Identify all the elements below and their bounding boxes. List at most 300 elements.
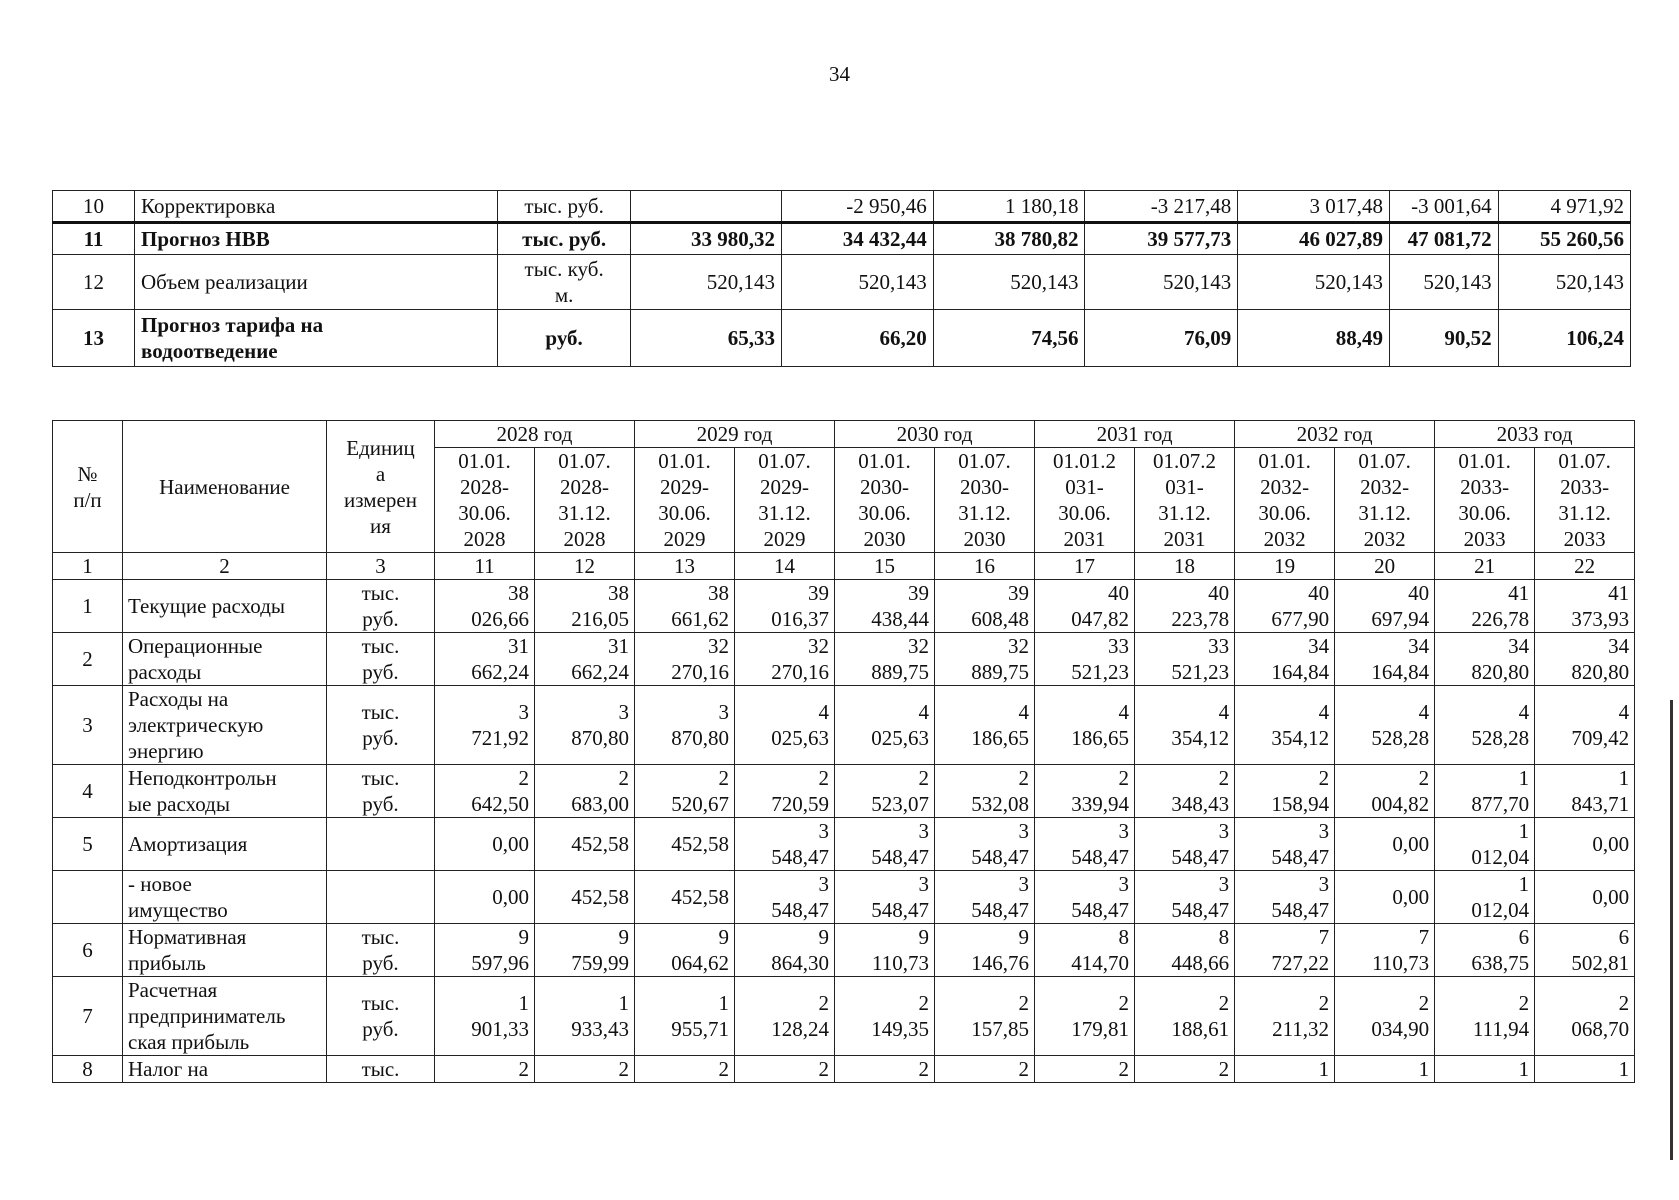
value-cell [935,977,1035,1056]
value-cell [1035,818,1135,871]
value-cell [835,977,935,1056]
header-period-line: 31.12. [758,501,811,525]
value-cell [1235,686,1335,765]
value-cell [1135,818,1235,871]
value-cell: 65,33 [631,310,782,367]
value-cell-line: 31 [608,634,630,658]
value-cell [735,765,835,818]
header-period-line: 30.06. [658,501,711,525]
row-unit-line: тыс. [361,634,400,658]
header-period-line: 30.06. [1058,501,1111,525]
value-cell-line: 548,47 [971,845,1030,869]
value-cell: 76,09 [1085,310,1238,367]
value-cell-line: 6 [1518,925,1530,949]
header-period-line: 2033- [1460,475,1510,499]
value-cell [1235,924,1335,977]
header-unit-line: ия [370,513,391,538]
value-cell [635,1056,735,1083]
value-cell-line: 3 [1218,819,1230,843]
value-cell-line: 727,22 [1271,951,1330,975]
value-cell-line: 110,73 [872,951,930,975]
value-cell-line: 452,58 [571,832,630,856]
value-cell: 39 577,73 [1085,223,1238,255]
row-number: 11 [53,223,135,255]
value-cell-line: 3 [918,872,930,896]
value-cell-line: 223,78 [1171,607,1230,631]
expense-forecast-table [52,420,1635,1083]
value-cell-line: 41 [1608,581,1630,605]
value-cell [1135,924,1235,977]
value-cell-line: 2 [1018,991,1030,1015]
row-number: 12 [53,255,135,310]
row-number: 5 [53,818,123,871]
row-unit-line: тыс. руб. [522,227,607,251]
value-cell: 38 780,82 [933,223,1085,255]
header-period [735,448,835,553]
value-cell-line: 38 [708,581,730,605]
column-number: 3 [327,553,435,580]
value-cell [835,924,935,977]
value-cell [435,977,535,1056]
value-cell-line: 4 [1518,700,1530,724]
row-unit-line: руб. [362,607,399,631]
value-cell [1035,686,1135,765]
header-period-line: 2030- [860,475,910,499]
table-row [53,977,1635,1056]
header-num [53,421,123,553]
value-cell [1435,580,1535,633]
value-cell [1035,871,1135,924]
value-cell-line: 216,05 [571,607,630,631]
value-cell [1435,924,1535,977]
row-number: 1 [53,580,123,633]
header-period-line: 30.06. [1458,501,1511,525]
row-name-line: Нормативная [128,925,247,949]
value-cell [1335,871,1435,924]
value-cell-line: 33 [1208,634,1230,658]
header-period-line: 01.07. [558,449,611,473]
header-period-line: 01.01.2 [1053,449,1117,473]
value-cell-line: 164,84 [1271,660,1330,684]
value-cell-line: 3 [518,700,529,724]
value-cell-line: 270,16 [771,660,830,684]
value-cell-line: 1 [1518,872,1530,896]
row-name-line: Неподконтрольн [128,766,277,790]
row-unit [497,310,630,367]
table-row [53,580,1635,633]
header-period-line: 31.12. [558,501,611,525]
header-period [1435,448,1535,553]
column-number: 12 [535,553,635,580]
value-cell-line: 889,75 [871,660,930,684]
value-cell: -3 217,48 [1085,191,1238,223]
value-cell [935,1056,1035,1083]
value-cell-line: 2 [518,1057,529,1081]
value-cell-line: 820,80 [1471,660,1530,684]
value-cell-line: 2 [1118,766,1130,790]
value-cell: 520,143 [933,255,1085,310]
value-cell-line: 179,81 [1071,1017,1130,1041]
value-cell-line: 528,28 [1371,726,1430,750]
value-cell: 1 180,18 [933,191,1085,223]
row-name-line: - новое [128,872,192,896]
value-cell [535,580,635,633]
value-cell-line: 025,63 [871,726,930,750]
value-cell-line: 521,23 [1171,660,1230,684]
table-row [53,1056,1635,1083]
value-cell-line: 608,48 [971,607,1030,631]
row-name [123,765,327,818]
row-unit [327,1056,435,1083]
row-unit [327,977,435,1056]
value-cell [1235,633,1335,686]
value-cell-line: 0,00 [1592,885,1630,909]
header-period-line: 30.06. [458,501,511,525]
value-cell-line: 012,04 [1471,845,1530,869]
value-cell-line: 110,73 [1372,951,1430,975]
value-cell [1435,686,1535,765]
value-cell-line: 597,96 [471,951,529,975]
value-cell-line: 2 [918,991,930,1015]
header-period-line: 2031 [1063,527,1106,551]
value-cell [1535,818,1635,871]
value-cell-line: 528,28 [1471,726,1530,750]
header-year: 2032 год [1235,421,1435,448]
value-cell [1335,580,1435,633]
value-cell-line: 2 [618,766,630,790]
value-cell-line: 348,43 [1171,792,1230,816]
value-cell-line: 34 [1408,634,1430,658]
value-cell: 74,56 [933,310,1085,367]
value-cell [1335,1056,1435,1083]
value-cell [1235,765,1335,818]
value-cell-line: 820,80 [1571,660,1630,684]
header-period-line: 2032- [1260,475,1310,499]
value-cell [935,580,1035,633]
value-cell-line: 843,71 [1571,792,1630,816]
value-cell-line: 004,82 [1371,792,1430,816]
header-period [535,448,635,553]
table-row [53,633,1635,686]
header-period-line: 2033 [1563,527,1606,551]
column-number: 18 [1135,553,1235,580]
value-cell-line: 759,99 [571,951,630,975]
value-cell [1335,977,1435,1056]
value-cell-line: 2 [918,1057,930,1081]
row-name-line: Расчетная [128,978,218,1002]
value-cell-line: 186,65 [1071,726,1130,750]
value-cell-line: 548,47 [1271,845,1330,869]
header-period-line: 01.07.2 [1153,449,1217,473]
value-cell-line: 452,58 [671,832,730,856]
value-cell-line: 2 [1418,766,1430,790]
value-cell-line: 2 [1318,766,1330,790]
value-cell-line: 2 [618,1057,630,1081]
value-cell [1235,818,1335,871]
value-cell-line: 8 [1118,925,1130,949]
value-cell-line: 4 [1418,700,1430,724]
value-cell [1135,633,1235,686]
value-cell-line: 9 [1018,925,1030,949]
value-cell-line: 4 [818,700,830,724]
row-unit [327,765,435,818]
row-name [123,1056,327,1083]
value-cell-line: 677,90 [1271,607,1330,631]
value-cell-line: 933,43 [571,1017,630,1041]
column-number: 14 [735,553,835,580]
row-name [123,633,327,686]
table-row [53,818,1635,871]
header-unit-line: Единиц [346,435,415,460]
value-cell [1235,580,1335,633]
value-cell-line: 414,70 [1071,951,1130,975]
value-cell [1035,580,1135,633]
value-cell [435,818,535,871]
value-cell-line: 016,37 [771,607,830,631]
column-number: 13 [635,553,735,580]
header-num-line: № [77,461,98,486]
header-year: 2033 год [1435,421,1635,448]
value-cell [1335,686,1435,765]
row-name-line: Текущие расходы [128,594,285,618]
value-cell-line: 661,62 [671,607,730,631]
value-cell [535,818,635,871]
value-cell-line: 3 [618,700,630,724]
value-cell [1435,871,1535,924]
value-cell-line: 1 [618,991,630,1015]
row-number: 3 [53,686,123,765]
value-cell [835,765,935,818]
value-cell-line: 2 [818,991,830,1015]
row-unit-line: руб. [545,326,583,350]
value-cell: 46 027,89 [1238,223,1390,255]
value-cell [635,977,735,1056]
value-cell-line: 2 [818,766,830,790]
value-cell-line: 2 [1218,1057,1230,1081]
row-unit-line: тыс. [361,766,400,790]
value-cell-line: 1 [1518,819,1530,843]
value-cell-line: 532,08 [971,792,1030,816]
value-cell [435,686,535,765]
header-name: Наименование [123,421,327,553]
row-unit [497,191,630,223]
table-row [53,191,1631,223]
value-cell [1535,924,1635,977]
header-period-line: 2033 [1463,527,1506,551]
value-cell [635,633,735,686]
value-cell [735,977,835,1056]
header-period-line: 031- [1065,475,1104,499]
header-period-line: 2028- [560,475,609,499]
header-period-line: 01.01. [658,449,711,473]
value-cell-line: 548,47 [771,845,830,869]
row-number: 8 [53,1056,123,1083]
header-period-line: 30.06. [1258,501,1311,525]
value-cell-line: 339,94 [1071,792,1130,816]
header-period-line: 01.07. [958,449,1011,473]
row-name [135,191,498,223]
value-cell-line: 2 [1318,991,1330,1015]
value-cell-line: 4 [1218,700,1230,724]
value-cell-line: 9 [718,925,730,949]
value-cell [1535,686,1635,765]
value-cell [1535,871,1635,924]
value-cell [1435,818,1535,871]
value-cell [735,580,835,633]
value-cell [1435,977,1535,1056]
value-cell-line: 34 [1508,634,1530,658]
value-cell-line: 158,94 [1271,792,1330,816]
row-number [53,871,123,924]
value-cell-line: 354,12 [1171,726,1230,750]
header-period-line: 2029 [663,527,706,551]
value-cell [631,191,782,223]
row-unit-line: руб. [362,951,399,975]
value-cell: 47 081,72 [1390,223,1499,255]
value-cell-line: 520,67 [671,792,730,816]
value-cell-line: 523,07 [871,792,930,816]
column-number: 16 [935,553,1035,580]
value-cell [935,924,1035,977]
row-unit-line: тыс. [361,1057,400,1081]
value-cell [1235,871,1335,924]
value-cell: 520,143 [1238,255,1390,310]
value-cell-line: 4 [1318,700,1330,724]
scan-edge-mark [1670,700,1673,1160]
value-cell [835,871,935,924]
header-period [835,448,935,553]
header-year: 2028 год [435,421,635,448]
value-cell-line: 39 [908,581,930,605]
value-cell-line: 128,24 [771,1017,830,1041]
value-cell-line: 38 [508,581,529,605]
value-cell-line: 877,70 [1471,792,1530,816]
header-period-line: 2033- [1560,475,1610,499]
value-cell [635,871,735,924]
value-cell-line: 164,84 [1371,660,1430,684]
value-cell-line: 3 [1018,819,1030,843]
value-cell [935,818,1035,871]
value-cell-line: 2 [718,766,730,790]
value-cell-line: 186,65 [971,726,1030,750]
column-number: 20 [1335,553,1435,580]
value-cell-line: 9 [818,925,830,949]
row-unit-line: тыс. [361,581,400,605]
value-cell-line: 270,16 [671,660,730,684]
value-cell-line: 955,71 [671,1017,730,1041]
value-cell-line: 1 [1418,1057,1430,1081]
value-cell [1235,1056,1335,1083]
value-cell-line: 864,30 [771,951,830,975]
value-cell [635,924,735,977]
value-cell [1235,977,1335,1056]
page-number: 34 [829,62,850,86]
value-cell [735,924,835,977]
header-period [1335,448,1435,553]
value-cell-line: 40 [1208,581,1230,605]
value-cell: 106,24 [1498,310,1630,367]
header-period-line: 01.01. [458,449,511,473]
value-cell: 3 017,48 [1238,191,1390,223]
value-cell-line: 39 [808,581,830,605]
value-cell-line: 32 [1008,634,1030,658]
value-cell-line: 870,80 [571,726,630,750]
value-cell [1035,1056,1135,1083]
value-cell [1435,1056,1535,1083]
value-cell-line: 4 [1118,700,1130,724]
value-cell-line: 638,75 [1471,951,1530,975]
header-period-line: 2030 [963,527,1006,551]
value-cell-line: 2 [918,766,930,790]
column-number: 19 [1235,553,1335,580]
value-cell-line: 157,85 [971,1017,1030,1041]
header-period [1035,448,1135,553]
header-period-line: 01.01. [858,449,911,473]
table-row [53,255,1631,310]
value-cell-line: 3 [1118,819,1130,843]
value-cell [1035,765,1135,818]
value-cell-line: 720,59 [771,792,830,816]
row-name-line: имущество [128,898,228,922]
value-cell [1135,686,1235,765]
value-cell-line: 452,58 [671,885,730,909]
row-name-line: Объем реализации [141,270,308,294]
value-cell-line: 2 [1218,766,1230,790]
value-cell [835,1056,935,1083]
value-cell-line: 41 [1508,581,1530,605]
header-period [1235,448,1335,553]
value-cell-line: 40 [1308,581,1330,605]
value-cell-line: 146,76 [971,951,1030,975]
row-unit-line: м. [554,283,574,307]
table-row [53,223,1631,255]
value-cell [835,818,935,871]
value-cell-line: 2 [818,1057,830,1081]
value-cell [635,818,735,871]
row-name-line: Расходы на [128,687,229,711]
value-cell [1135,977,1235,1056]
row-name [135,255,498,310]
header-period-line: 2028 [563,527,606,551]
value-cell-line: 4 [1018,700,1030,724]
value-cell [735,633,835,686]
value-cell: 66,20 [781,310,933,367]
value-cell-line: 721,92 [471,726,529,750]
value-cell [635,686,735,765]
value-cell: 520,143 [1498,255,1630,310]
row-name-line: электрическую [128,713,264,737]
value-cell [1035,633,1135,686]
row-unit [327,871,435,924]
value-cell-line: 1 [1518,1057,1530,1081]
value-cell-line: 548,47 [1171,845,1230,869]
header-period [635,448,735,553]
value-cell-line: 452,58 [571,885,630,909]
value-cell-line: 226,78 [1471,607,1530,631]
value-cell [1035,977,1135,1056]
value-cell-line: 548,47 [1271,898,1330,922]
row-name [135,223,498,255]
value-cell: 4 971,92 [1498,191,1630,223]
header-period-line: 01.01. [1258,449,1311,473]
value-cell-line: 9 [518,925,529,949]
value-cell: 520,143 [631,255,782,310]
value-cell-line: 3 [1018,872,1030,896]
row-unit-line: тыс. [361,925,400,949]
value-cell-line: 2 [1118,991,1130,1015]
value-cell: 520,143 [1390,255,1499,310]
row-unit [327,580,435,633]
